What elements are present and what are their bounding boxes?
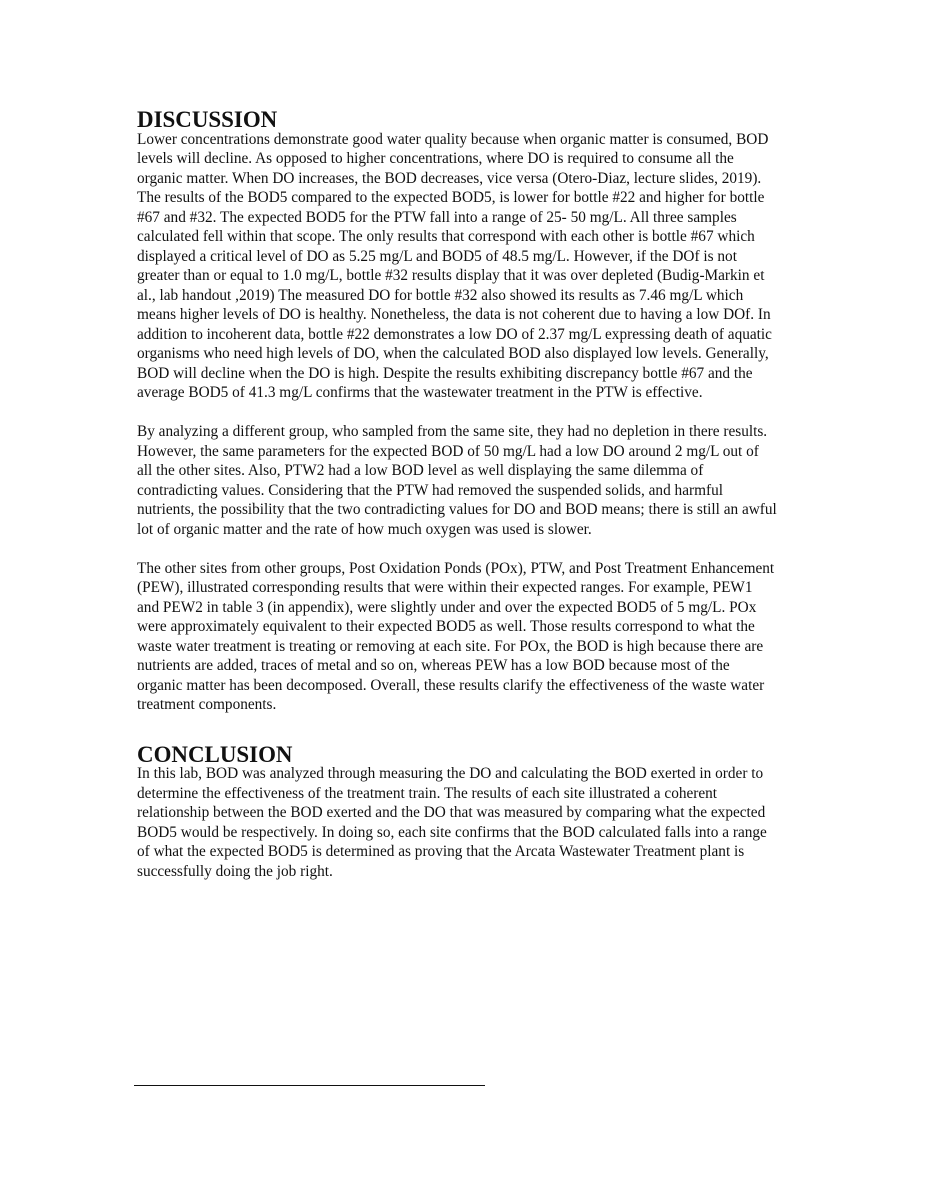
- document-body: [137, 107, 777, 881]
- conclusion-text: [137, 764, 777, 881]
- discussion-heading: DISCUSSION: [137, 107, 278, 132]
- discussion-paragraph: Lower concentrations demonstrate good water quality because when organic matter is consumed, BOD levels will decline. As opposed to higher concentrations, where DO is required to consume all the organic matter. When DO increases, the BOD decreases, vice versa (Otero-Diaz, lecture slides, 2019). The results of the BOD5 compared to the expected BOD5, is lower for bottle #22 and higher for bottle #67 and #32. The expected BOD5 for the PTW fall into a range of 25- 50 mg/L. All three samples calculated fell within that scope. The only results that correspond with each other is bottle #67 which displayed a critical level of DO as 5.25 mg/L and BOD5 of 48.5 mg/L. However, if the DOf is not greater than or equal to 1.0 mg/L, bottle #32 results display that it was over depleted (Budig-Markin et al., lab handout ,2019) The measured DO for bottle #32 also showed its results as 7.46 mg/L which means higher levels of DO is healthy. Nonetheless, the data is not coherent due to having a low DOf. In addition to incoherent data, bottle #22 demonstrates a low DO of 2.37 mg/L expressing death of aquatic organisms who need high levels of DO, when the calculated BOD also displayed low levels. Generally, BOD will decline when the DO is high. Despite the results exhibiting discrepancy bottle #67 and the average BOD5 of 41.3 mg/L confirms that the wastewater treatment in the PTW is effective.: [137, 130, 772, 401]
- conclusion-paragraph: In this lab, BOD was analyzed through measuring the DO and calculating the BOD exerted in order to determine the effectiveness of the treatment train. The results of each site illustrated a coherent relationship between the BOD exerted and the DO that was measured by comparing what the expected BOD5 would be respectively. In doing so, each site confirms that the BOD calculated falls into a range of what the expected BOD5 is determined as proving that the Arcata Wastewater Treatment plant is successfully doing the job right.: [137, 765, 767, 880]
- footnote-separator: [134, 1085, 485, 1086]
- conclusion-heading: CONCLUSION: [137, 741, 293, 767]
- discussion-paragraph: By analyzing a different group, who sampled from the same site, they had no depletion in there results. However, the same parameters for the expected BOD of 50 mg/L had a low DO around 2 mg/L out of all the other sites. Also, PTW2 had a low BOD level as well displaying the same dilemma of contradicting values. Considering that the PTW had removed the suspended solids, and harmful nutrients, the possibility that the two contradicting values for DO and BOD means; there is still an awful lot of organic matter and the rate of how much oxygen was used is slower.: [137, 423, 777, 538]
- conclusion-section: [137, 741, 777, 882]
- discussion-section: [137, 107, 777, 715]
- discussion-paragraph: The other sites from other groups, Post Oxidation Ponds (POx), PTW, and Post Treatment Enhancement (PEW), illustrated corresponding results that were within their expected ranges. For example, PEW1 and PEW2 in table 3 (in appendix), were slightly under and over the expected BOD5 of 5 mg/L. POx were approximately equivalent to their expected BOD5 as well. Those results correspond to what the waste water treatment is treating or removing at each site. For POx, the BOD is high because there are nutrients are added, traces of metal and so on, whereas PEW has a low BOD because most of the organic matter has been decomposed. Overall, these results clarify the effectiveness of the waste water treatment components.: [137, 559, 775, 713]
- discussion-text: [137, 130, 777, 715]
